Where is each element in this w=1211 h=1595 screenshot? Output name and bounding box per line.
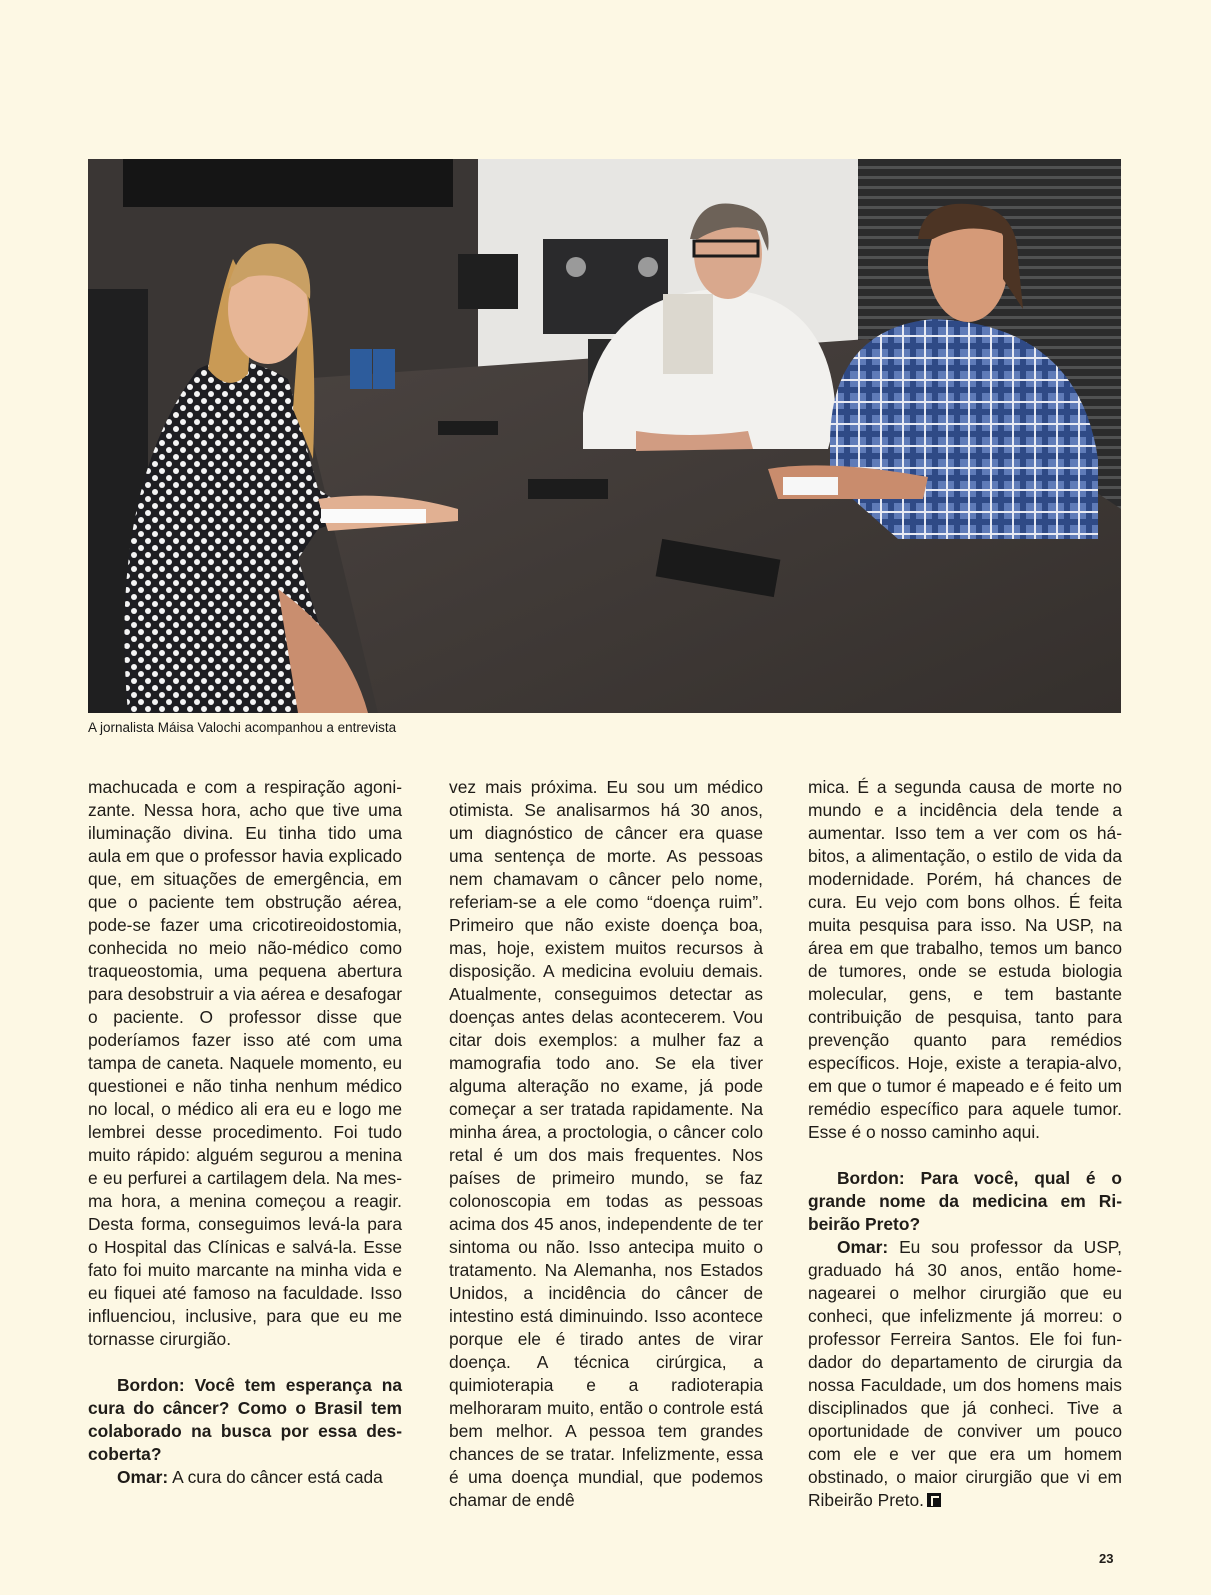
page-number: 23: [1099, 1551, 1114, 1566]
interview-answer: [808, 1236, 1122, 1512]
text-column-1: [88, 776, 402, 1489]
paragraph: machucada e com a respiração agonizante. Nessa hora, acho que tive uma iluminação divina. Eu tinha tido uma aula em que o professor havia explicado que, em situações de emergência, em que o paciente tem obstrução aérea, pode-se fazer uma cricotireoidostomia, conhecida no meio não-médico como traqueostomia, uma pequena abertura para desobstruir a via aérea e desafogar o paciente. O professor disse que poderíamos fazer isso até com uma tampa de caneta. Naquele momento, eu questionei e não tinha nenhum médico no local, o médico ali era eu e logo me lembrei desse procedimento. Foi tudo muito rápido: alguém segurou a menina e eu perfurei a cartilagem dela. Na mesma hora, a menina começou a reagir. Desta forma, conseguimos levá-la para o Hospital das Clínicas e salvá-la. Esse fato foi muito marcante na minha vida e eu fiquei até famoso na faculdade. Isso influenciou, inclusive, para que eu me tornasse cirurgião.: [88, 777, 402, 1349]
interview-answer: [88, 1466, 402, 1489]
answer-text: A cura do câncer está cada: [168, 1467, 383, 1487]
paragraph: mica. É a segunda causa de morte no mundo e a incidência dela tende a aumentar. Isso tem a ver com os hábitos, a alimentação, o estilo de vida da modernidade. Porém, há chances de cura. Eu vejo com bons olhos. É feita muita pesquisa para isso. Na USP, na área em que trabalho, temos um banco de tumores, onde se estuda biologia molecular, gens, e tem bastante contribuição de pesquisa, tanto para prevenção quanto para remédios específicos. Hoje, existe a terapia-alvo, em que o tumor é mapeado e é feito um remédio específico para aquele tumor. Esse é o nosso caminho aqui.: [808, 777, 1122, 1142]
answer-text: Eu sou professor da USP, graduado há 30 anos, então homenagearei o melhor cirurgião que eu conheci, que infelizmente já morreu: o professor Ferreira Santos. Ele foi fundador do departamento de cirurgia da nossa Faculdade, um dos homens mais disciplinados que já conheci. Tive a oportunidade de conviver um pouco com ele e ver que era um homem obstinado, o maior cirurgião que vi em Ribeirão Preto.: [808, 1237, 1122, 1510]
text-column-3: [808, 776, 1122, 1512]
speaker-label: Omar:: [117, 1467, 169, 1487]
interview-question: Bordon: Você tem esperança na cura do câncer? Como o Brasil tem colaborado na busca por essa descoberta?: [88, 1375, 402, 1464]
end-of-article-icon: [927, 1493, 941, 1507]
paragraph: vez mais próxima. Eu sou um médico otimista. Se analisarmos há 30 anos, um diagnóstico de câncer era quase uma sentença de morte. As pessoas nem chamavam o câncer pelo nome, referiam-se a ele como “doença ruim”. Primeiro que não existe doença boa, mas, hoje, existem muitos recursos à disposição. A medicina evoluiu demais. Atualmente, conseguimos detectar as doenças antes delas acontecerem. Vou citar dois exemplos: a mulher faz a mamografia todo ano. Se ela tiver alguma alteração no exame, já pode começar a ser tratada rapidamente. Na minha área, a proctologia, o câncer colo retal é um dos mais frequentes. Nos países de primeiro mundo, se faz colonoscopia em todas as pessoas acima dos 45 anos, independente de ter sintoma ou não. Isso antecipa muito o tratamento. Na Alemanha, nos Estados Unidos, a incidência do câncer de intestino está diminuindo. Isso acontece porque ele é tirado antes de virar doença. A técnica cirúrgica, a quimioterapia e a radioterapia melhoraram muito, então o controle está bem melhor. A pessoa tem grandes chances de se tratar. Infelizmente, essa é uma doença mundial, que podemos chamar de endê: [449, 777, 763, 1510]
interview-photo: [88, 159, 1121, 713]
speaker-label: Omar:: [837, 1237, 889, 1257]
text-column-2: [449, 776, 763, 1512]
photo-caption: A jornalista Máisa Valochi acompanhou a entrevista: [88, 720, 397, 735]
interview-question: Bordon: Para você, qual é o grande nome da medicina em Ribeirão Preto?: [808, 1168, 1122, 1234]
